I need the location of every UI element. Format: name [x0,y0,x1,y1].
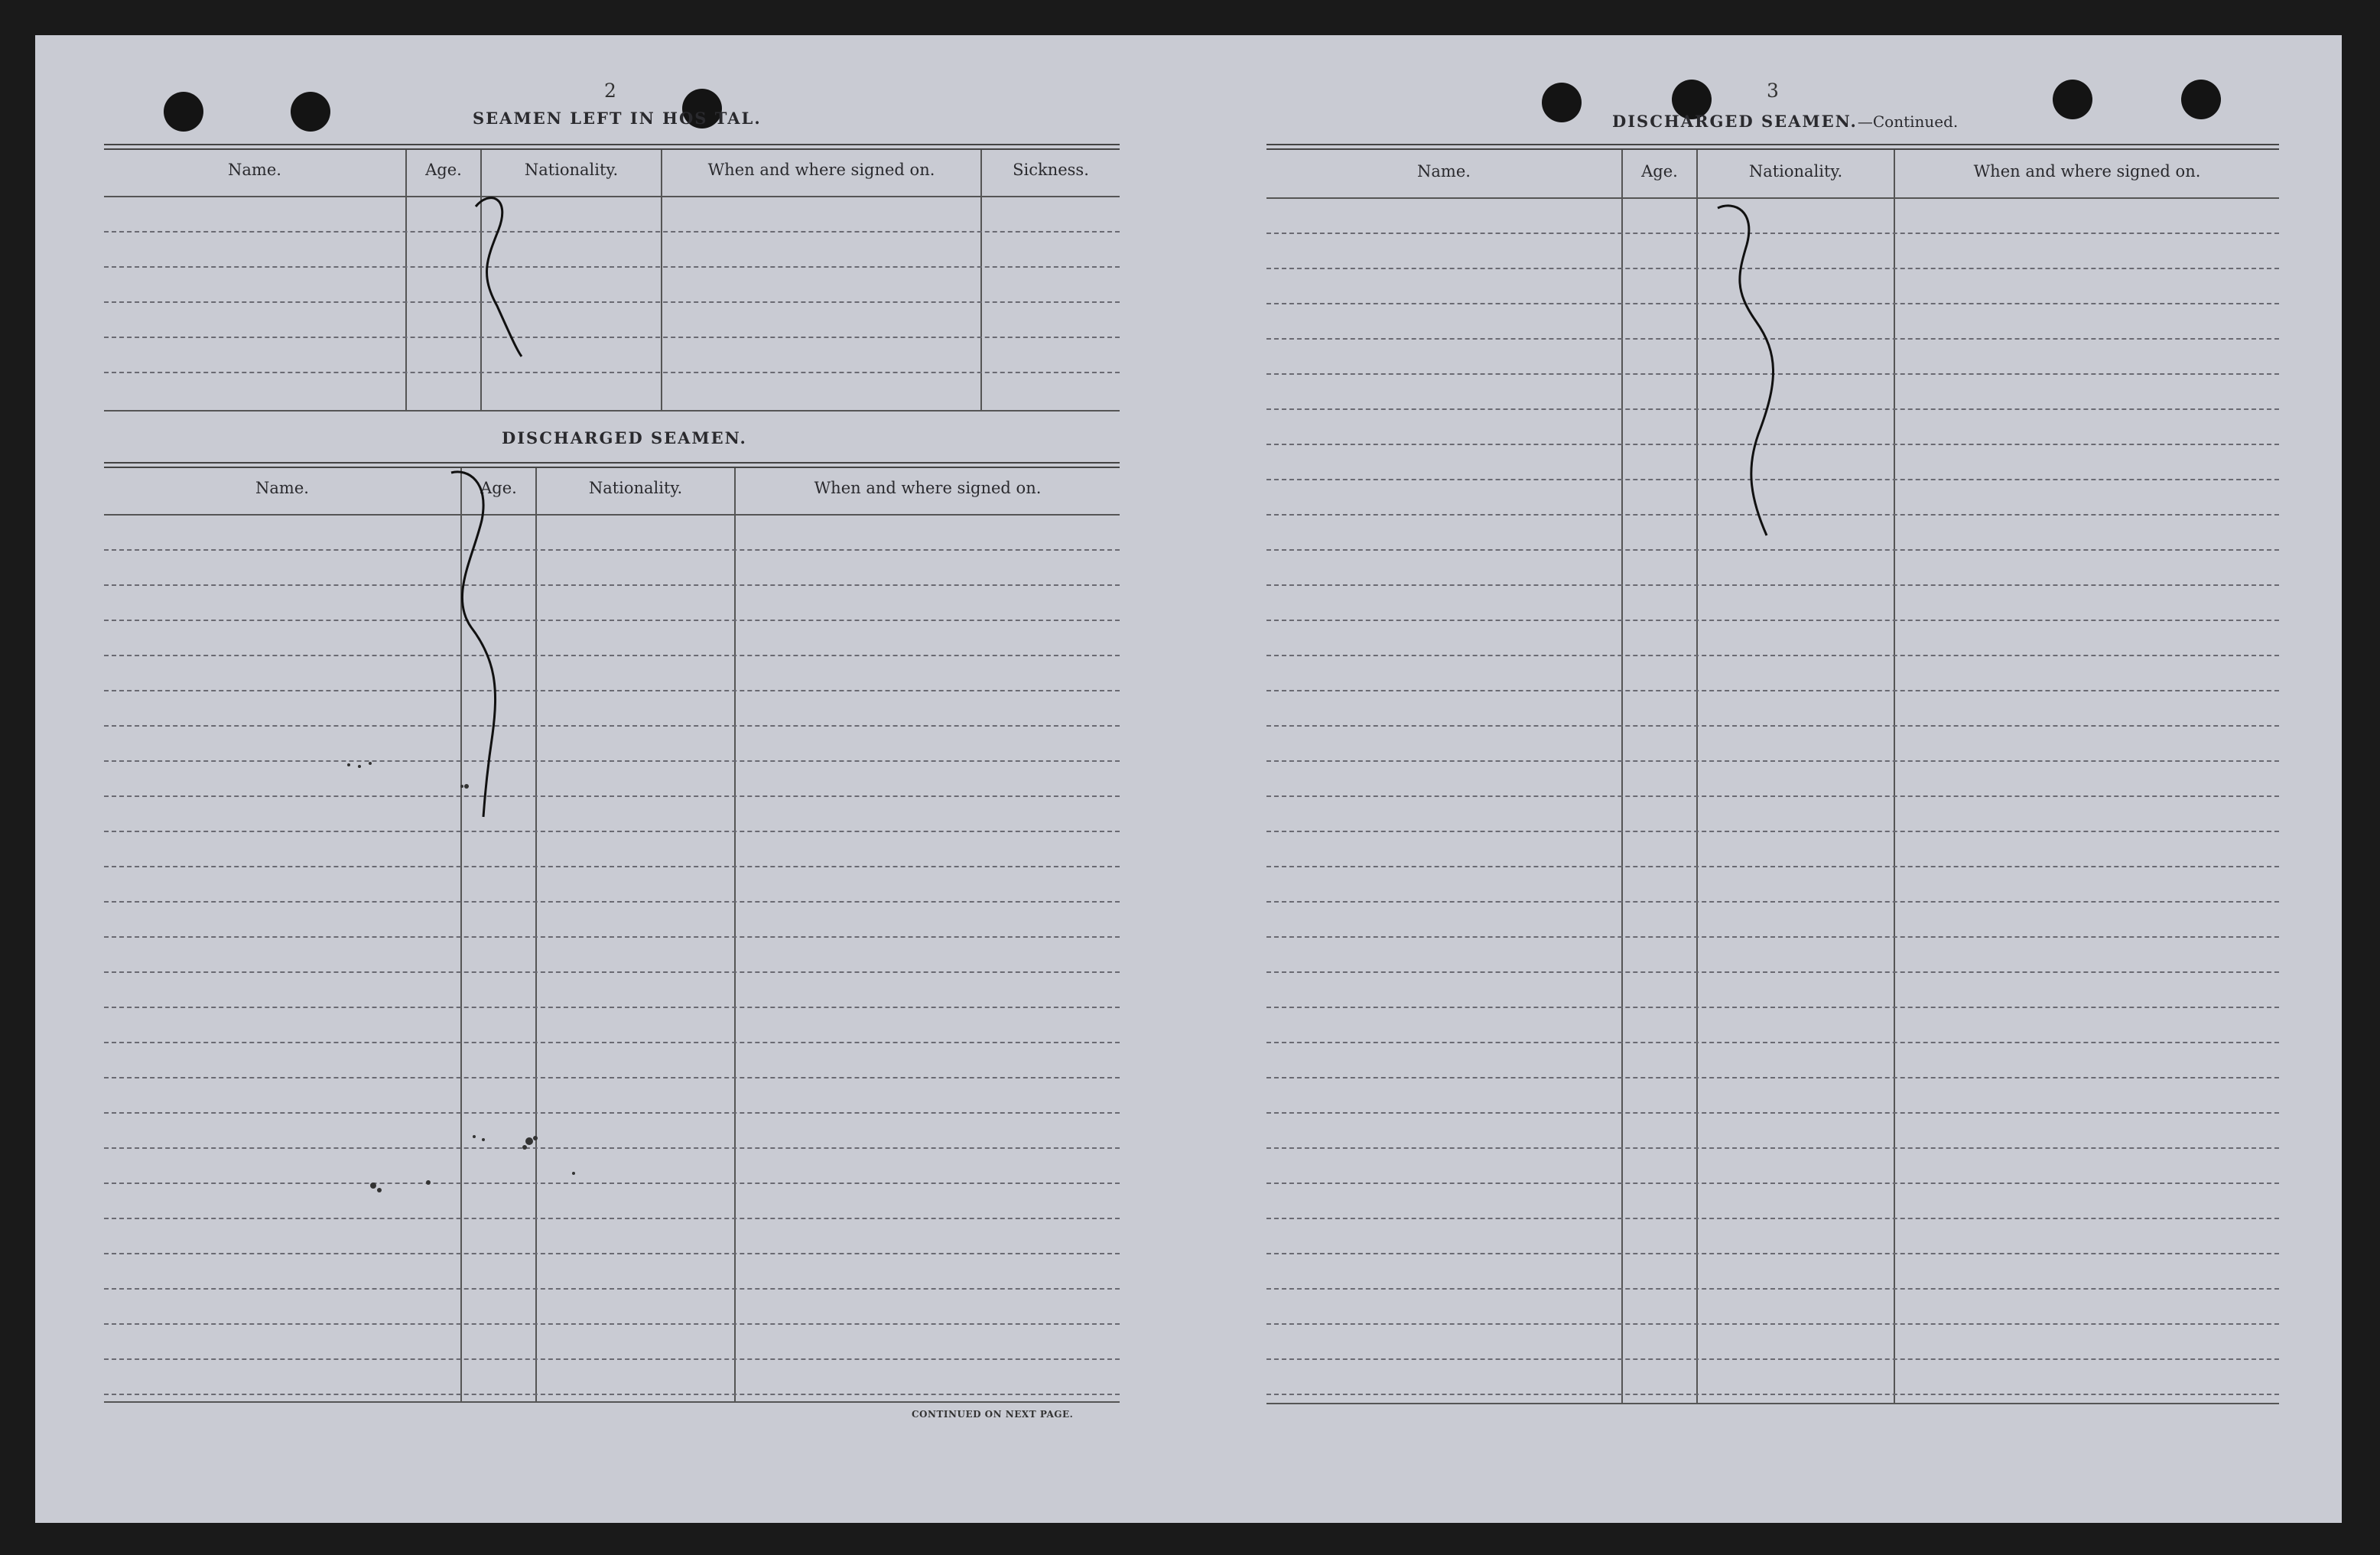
column-header-signed-on: When and where signed on. [707,161,935,179]
section-title-discharged: DISCHARGED SEAMEN. [502,428,747,447]
continued-note: CONTINUED ON NEXT PAGE. [912,1409,1074,1420]
column-header-signed-on: When and where signed on. [1973,162,2201,181]
title-suffix: —Continued. [1857,112,1959,131]
column-header-signed-on: When and where signed on. [814,479,1042,497]
column-header-nationality: Nationality. [1748,162,1843,181]
page-number: 3 [1767,80,1779,102]
column-header-age: Age. [1641,162,1678,181]
ditto-squiggle-discharged [451,472,496,817]
section-title-hospital: SEAMEN LEFT IN HOS TAL. [473,109,762,128]
column-header-nationality: Nationality. [588,479,683,497]
title-text: DISCHARGED SEAMEN. [1612,112,1858,131]
column-header-name: Name. [1417,162,1471,181]
column-header-nationality: Nationality. [524,161,619,179]
column-header-age: Age. [480,479,517,497]
ditto-squiggle-hospital [476,198,522,356]
page-number: 2 [604,80,616,102]
column-header-name: Name. [255,479,309,497]
column-header-sickness: Sickness. [1013,161,1089,179]
column-header-name: Name. [228,161,281,179]
ditto-squiggle-continued [1718,206,1774,535]
column-header-age: Age. [425,161,462,179]
ink-specks [347,762,575,1192]
